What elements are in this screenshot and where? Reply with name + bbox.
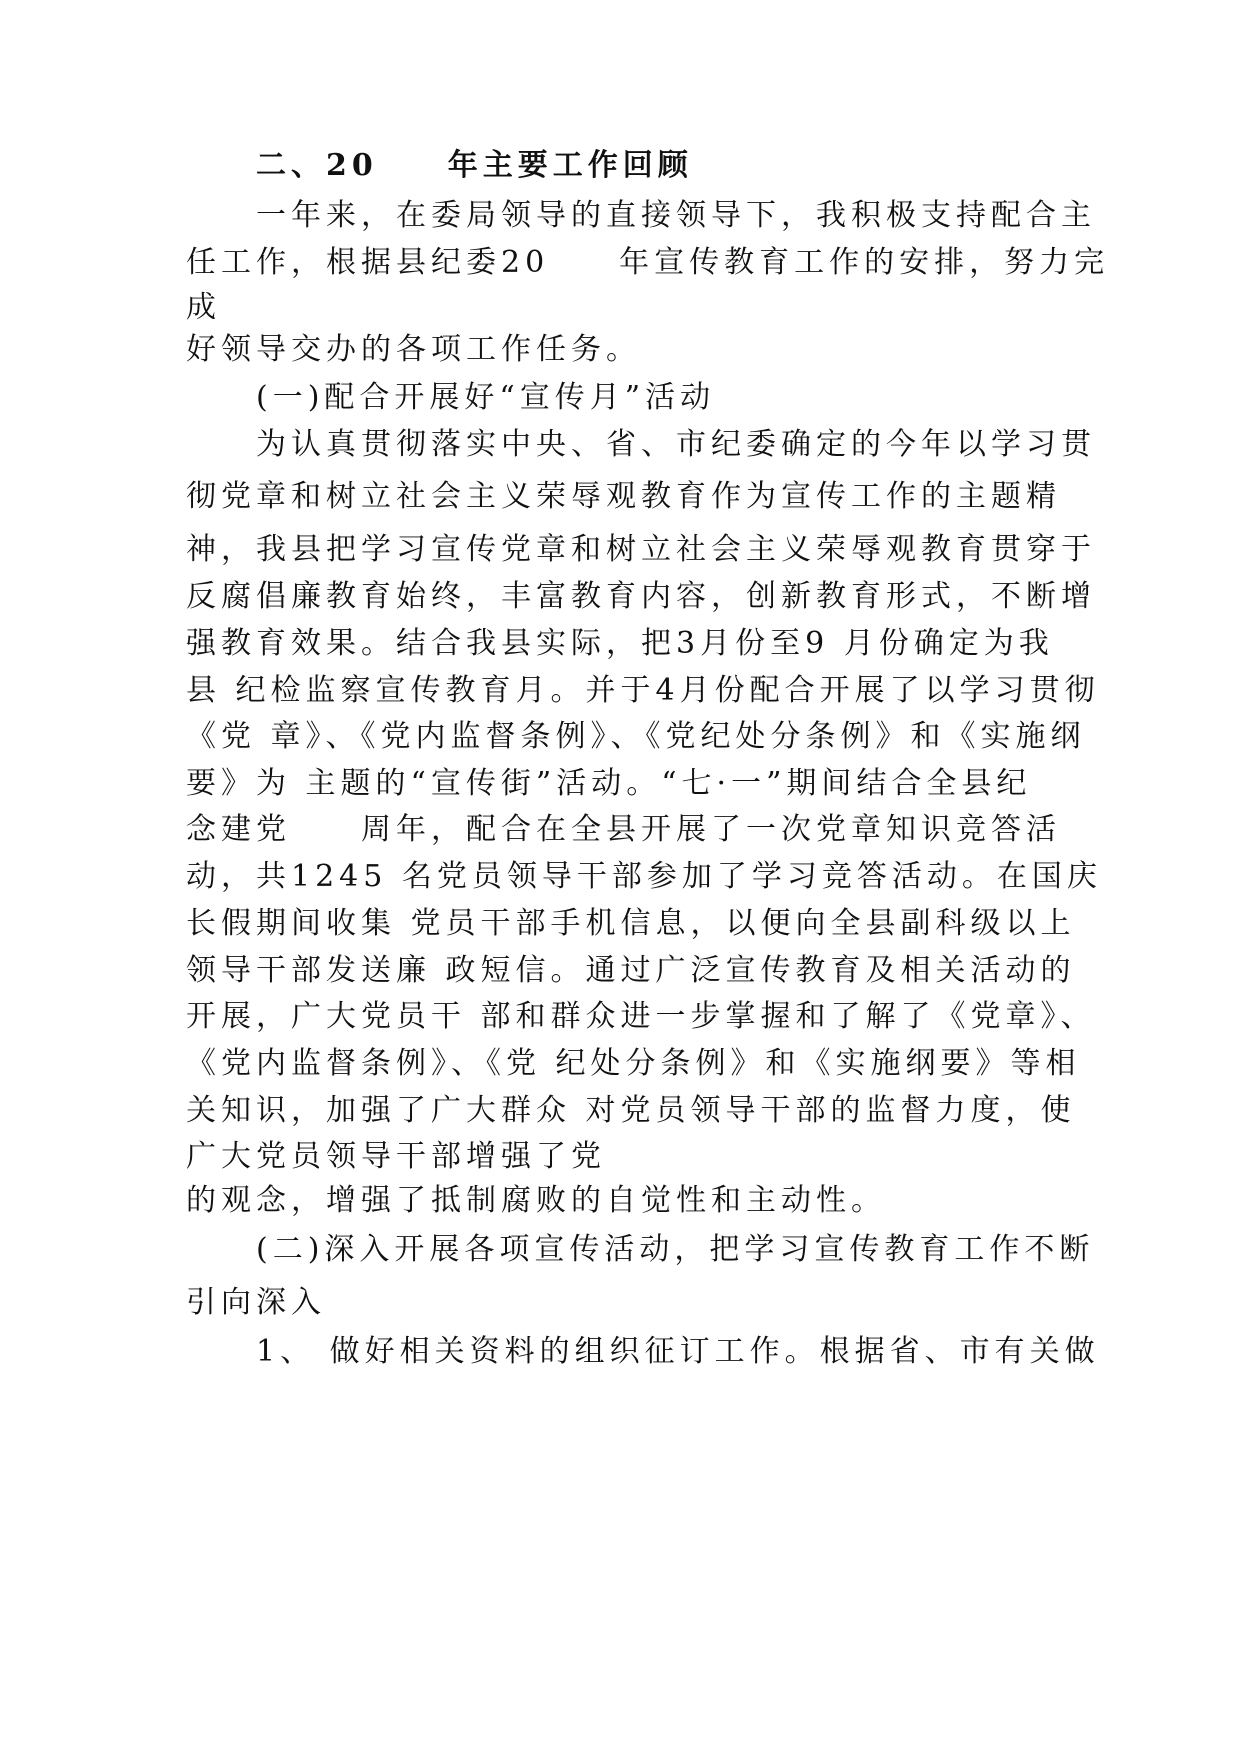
paragraph-line: 成 [186, 290, 221, 325]
paragraph-line: 一年来，在委局领导的直接领导下，我积极支持配合主 [256, 198, 1096, 233]
paragraph-line: 反腐倡廉教育始终，丰富教育内容，创新教育形式，不断增 [186, 579, 1096, 614]
paragraph-line: 神，我县把学习宣传党章和树立社会主义荣辱观教育贯穿于 [186, 532, 1096, 567]
paragraph-line: 县 纪检监察宣传教育月。并于4月份配合开展了以学习贯彻 [186, 673, 1100, 708]
paragraph-line: 《党 章》、《党内监督条例》、《党纪处分条例》和《实施纲 [186, 719, 1086, 754]
paragraph-line: 《党内监督条例》、《党 纪处分条例》和《实施纲要》等相 [186, 1046, 1081, 1081]
paragraph-line: 引向深入 [186, 1285, 326, 1320]
paragraph-line: 长假期间收集 党员干部手机信息，以便向全县副科级以上 [186, 906, 1076, 941]
paragraph-line: 念建党 周年，配合在全县开展了一次党章知识竞答活 [186, 812, 1061, 847]
paragraph-line: 关知识，加强了广大群众 对党员领导干部的监督力度，使 [186, 1093, 1076, 1128]
paragraph-line: 任工作，根据县纪委20 年宣传教育工作的安排，努力完 [186, 245, 1110, 280]
paragraph-line: 动，共1245 名党员领导干部参加了学习竞答活动。在国庆 [186, 859, 1102, 894]
paragraph-line: 的观念，增强了抵制腐败的自觉性和主动性。 [186, 1183, 886, 1218]
subheading: (二)深入开展各项宣传活动，把学习宣传教育工作不断 [256, 1232, 1095, 1267]
paragraph-line: 1、 做好相关资料的组织征订工作。根据省、市有关做 [256, 1334, 1100, 1369]
paragraph-line: 好领导交办的各项工作任务。 [186, 332, 641, 367]
paragraph-line: 强教育效果。结合我县实际，把3月份至9 月份确定为我 [186, 626, 1054, 661]
paragraph-line: 开展，广大党员干 部和群众进一步掌握和了解了《党章》、 [186, 999, 1096, 1034]
subheading: (一)配合开展好“宣传月”活动 [256, 380, 716, 415]
section-heading: 二、20 年主要工作回顾 [256, 148, 693, 183]
paragraph-line: 为认真贯彻落实中央、省、市纪委确定的今年以学习贯 [256, 427, 1096, 462]
paragraph-line: 广大党员领导干部增强了党 [186, 1139, 606, 1174]
paragraph-line: 领导干部发送廉 政短信。通过广泛宣传教育及相关活动的 [186, 953, 1076, 988]
paragraph-line: 彻党章和树立社会主义荣辱观教育作为宣传工作的主题精 [186, 479, 1061, 514]
paragraph-line: 要》为 主题的“宣传街”活动。“七·一”期间结合全县纪 [186, 766, 1032, 801]
